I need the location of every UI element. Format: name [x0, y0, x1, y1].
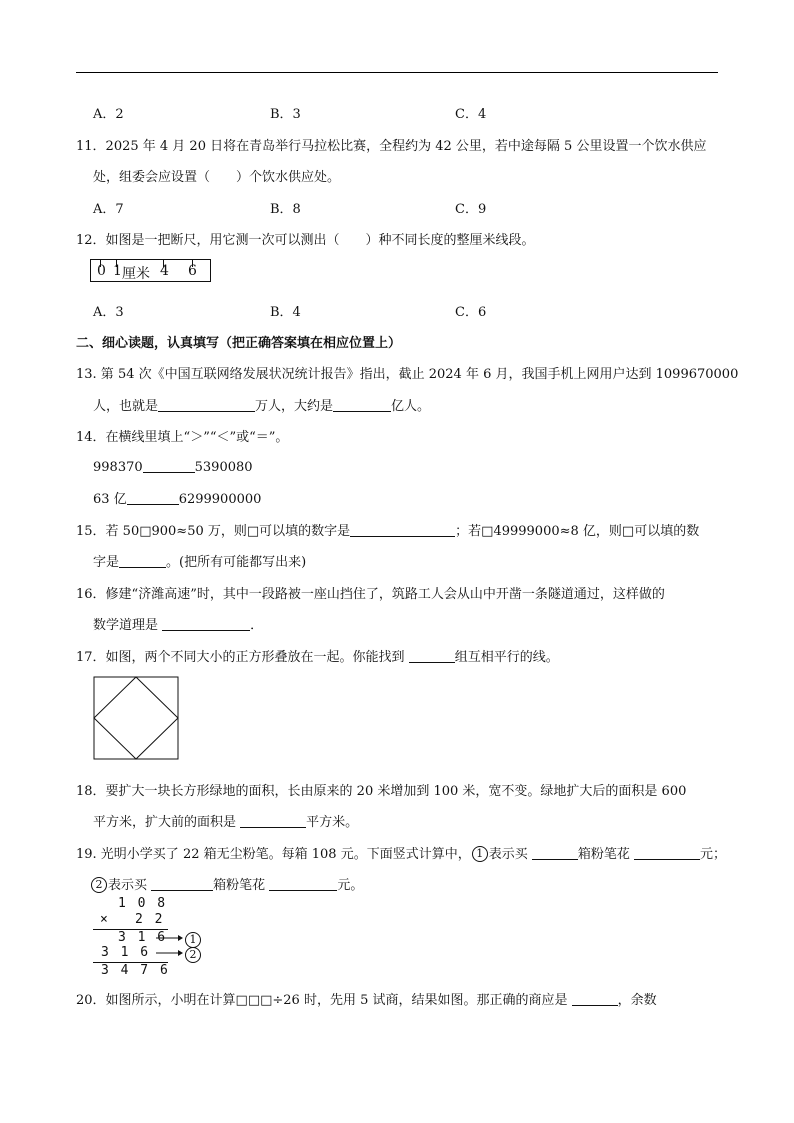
q16-text-1: 16．修建“济潍高速”时，其中一段路被一座山挡住了，筑路工人会从山中开凿一条隧道通过，这样做的: [76, 587, 665, 602]
answer-blank[interactable]: [333, 397, 391, 412]
calc-row-product: 3 4 7 6: [101, 963, 170, 978]
q18-text-2a: 平方米，扩大前的面积是: [93, 815, 237, 830]
q14-row-1: [93, 458, 253, 475]
q18-text-2b: 平方米。: [306, 815, 359, 830]
q20-text-1a: 20．如图所示，小明在计算□□□÷26 时，先用 5 试商，结果如图。那正确的商应是: [76, 993, 568, 1008]
calc-row-multiplier: 2 2: [135, 912, 165, 927]
q14-row2-left: 63 亿: [93, 492, 127, 507]
broken-ruler-figure: [90, 259, 211, 282]
q20-text-1b: ，余数: [617, 993, 657, 1008]
ruler-label-6: 6: [188, 263, 197, 279]
answer-blank[interactable]: [634, 845, 700, 860]
q14-row1-left: 998370: [93, 460, 143, 475]
answer-blank[interactable]: [151, 876, 213, 891]
q15-line-2: [93, 551, 306, 570]
q19-text-2b: 箱粉笔花: [213, 878, 266, 893]
circled-number-1: 1: [472, 846, 488, 862]
section-heading: 二、细心读题，认真填写（把正确答案填在相应位置上）: [76, 336, 402, 351]
inner-square: [94, 677, 178, 759]
ruler-label-1: 1: [113, 263, 122, 279]
q13-text-1: 13. 第 54 次《中国互联网络发展状况统计报告》指出，截止 2024 年 6 月，我国手机上网用户达到 1099670000: [76, 367, 739, 382]
ruler-label-4: 4: [160, 263, 169, 279]
q13-text-2c: 亿人。: [391, 399, 431, 414]
option-c: C．4: [455, 107, 487, 122]
q12-option-c: C．6: [455, 305, 487, 320]
q19-line-2: [90, 874, 363, 893]
answer-blank[interactable]: [143, 458, 195, 473]
q19-text-1b: 表示买: [488, 847, 528, 862]
arrow-head-icon: [178, 935, 183, 941]
q14-row2-right: 6299900000: [178, 492, 262, 507]
answer-blank[interactable]: [119, 553, 166, 568]
q11-option-a: A．7: [93, 202, 124, 217]
answer-blank[interactable]: [240, 813, 306, 828]
q19-text-2c: 元。: [337, 878, 364, 893]
q11-option-b: B．8: [270, 202, 301, 217]
q17-text-1a: 17．如图，两个不同大小的正方形叠放在一起。你能找到: [76, 650, 405, 665]
answer-blank[interactable]: [532, 845, 578, 860]
answer-blank[interactable]: [158, 397, 255, 412]
calc-row-partial-1: 3 1 6: [118, 930, 168, 945]
q15-text-2b: 。(把所有可能都写出来): [166, 555, 307, 570]
q14-row1-right: 5390080: [194, 460, 253, 475]
q13-text-2a: 人，也就是: [93, 399, 159, 414]
option-a: A．2: [93, 107, 124, 122]
q14-row-2: [93, 488, 261, 507]
q19-line-1: [76, 843, 726, 862]
q15-line-1: [76, 520, 699, 539]
q12-text: 12．如图是一把断尺，用它测一次可以测出（ ）种不同长度的整厘米线段。: [76, 233, 535, 248]
q18-line-2: [93, 811, 358, 830]
header-rule: [76, 72, 718, 73]
q17-text-1b: 组互相平行的线。: [454, 650, 559, 665]
q16-line-2: 数学道理是 ．: [93, 618, 264, 633]
q15-text-1b: ；若□49999000≈8 亿，则□可以填的数: [455, 524, 700, 539]
calc-times-sign: ×: [100, 912, 110, 927]
q13-line-2: [93, 395, 430, 414]
nested-squares-figure: [93, 676, 179, 760]
q15-text-1a: 15．若 50□900≈50 万，则□可以填的数字是: [76, 524, 351, 539]
calc-row-multiplicand: 1 0 8: [118, 896, 168, 911]
option-b: B．3: [270, 107, 301, 122]
answer-blank[interactable]: [269, 876, 337, 891]
answer-blank[interactable]: [162, 616, 250, 631]
q11-text-1: 11．2025 年 4 月 20 日将在青岛举行马拉松比赛，全程约为 42 公里，若中途每隔 5 公里设置一个饮水供应: [76, 139, 707, 154]
q16-text-2: 数学道理是: [93, 618, 159, 633]
q20-line-1: [76, 989, 657, 1008]
calc-circled-2: 2: [185, 947, 201, 963]
ruler-label-0: 0: [97, 263, 106, 279]
q19-text-1c: 箱粉笔花: [577, 847, 630, 862]
calc-arrows: [154, 931, 184, 961]
q11-option-c: C．9: [455, 202, 487, 217]
q19-text-2a: 表示买: [108, 878, 148, 893]
q18-text-1: 18．要扩大一块长方形绿地的面积，长由原来的 20 米增加到 100 米，宽不变。绿地扩大后的面积是 600: [76, 784, 687, 799]
ruler-label-unit: 厘米: [122, 266, 150, 282]
answer-blank[interactable]: [350, 522, 455, 537]
arrow-head-icon: [178, 950, 183, 956]
outer-square: [94, 677, 178, 759]
circled-number-2: 2: [91, 877, 107, 893]
q17-line-1: [76, 646, 559, 665]
q14-text: 14．在横线里填上“＞”“＜”或“＝”。: [76, 430, 289, 445]
calc-row-partial-2: 3 1 6: [101, 945, 151, 960]
q13-text-2b: 万人，大约是: [255, 399, 334, 414]
q19-text-1d: 元；: [700, 847, 727, 862]
answer-blank[interactable]: [572, 991, 618, 1006]
answer-blank[interactable]: [127, 490, 179, 505]
q11-text-2: 处，组委会应设置（ ）个饮水供应处。: [93, 170, 341, 185]
q19-text-1a: 19. 光明小学买了 22 箱无尘粉笔。每箱 108 元。下面竖式计算中，: [76, 847, 471, 862]
answer-blank[interactable]: [409, 648, 455, 663]
calc-circled-1: 1: [185, 932, 201, 948]
q12-option-b: B．4: [270, 305, 301, 320]
q15-text-2a: 字是: [93, 555, 120, 570]
q12-option-a: A．3: [93, 305, 124, 320]
